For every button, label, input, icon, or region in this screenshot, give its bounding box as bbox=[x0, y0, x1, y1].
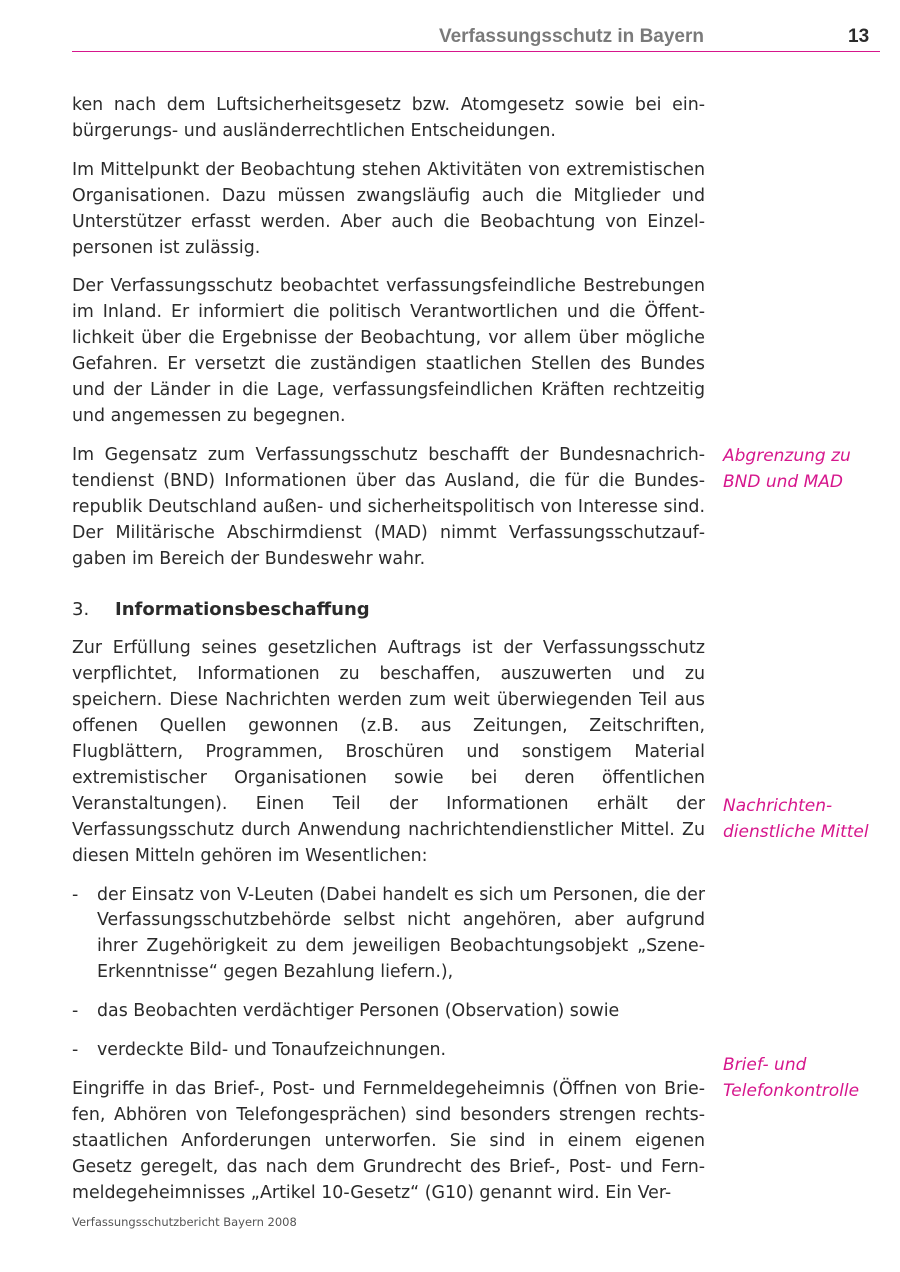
section-number: 3. bbox=[72, 599, 90, 621]
list-item-text: der Einsatz von V-Leuten (Dabei handelt es sich um Personen, die der Verfassungsschutzbehörde selbst nicht angehören, aber aufgrund ihrer Zugehörigkeit zu dem jeweiligen Beobachtungsobjekt „Szene-Erkenntnisse“ gegen Bezahlung liefern.), bbox=[97, 884, 705, 983]
list-item bbox=[72, 883, 705, 987]
paragraph-domestic-observation: Der Verfassungsschutz beobachtet verfassungsfeindliche Bestrebungen im Inland. Er informiert die politisch Verantwortlichen und die Öffentlichkeit über die Ergebnisse der Beobachtung, vor allem über mögliche Gefahren. Er versetzt die zuständigen staatlichen Stellen des Bundes und der Länder in die Lage, verfassungsfeindlichen Kräften rechtzeitig und angemessen zu begegnen. bbox=[72, 276, 705, 426]
list-dash: - bbox=[72, 884, 79, 905]
list-item bbox=[72, 1038, 705, 1064]
page-number: 13 bbox=[848, 26, 870, 47]
paragraph-continuation: ken nach dem Luftsicherheitsgesetz bzw. Atomgesetz sowie bei einbürgerungs- und ausländerrechtlichen Entscheidungen. bbox=[72, 95, 705, 141]
paragraph-information-gathering: Zur Erfüllung seines gesetzlichen Auftrags ist der Verfassungsschutz verpflichtet, Informationen zu beschaffen, auszuwerten und zu speichern. Diese Nachrichten werden zum weit überwiegenden Teil aus offenen Quellen gewonnen (z.B. aus Zeitungen, Zeitschriften, Flugblättern, Programmen, Broschüren und sonstigem Material extremistischer Organisationen sowie bei deren öffentlichen Veranstaltungen). Einen Teil der Informationen erhält der Verfassungsschutz durch Anwendung nachrichtendienstlicher Mittel. Zu diesen Mitteln gehören im Wesentlichen: bbox=[72, 638, 705, 866]
section-title: Informationsbeschaffung bbox=[115, 599, 370, 621]
section-heading bbox=[72, 598, 705, 622]
list-item bbox=[72, 999, 705, 1025]
margin-note-line: BND und MAD bbox=[723, 471, 844, 492]
margin-note-line: Telefonkontrolle bbox=[723, 1080, 860, 1101]
margin-note-intelligence-means bbox=[723, 794, 893, 845]
paragraph-letter-telecom: Eingriffe in das Brief-, Post- und Fernmeldegeheimnis (Öffnen von Briefen, Abhören von Telefongesprächen) sind besonders strengen rechtsstaatlichen Anforderungen unterworfen. Sie sind in einem eigenen Gesetz geregelt, das nach dem Grundrecht des Brief-, Post- und Fernmeldegeheimnisses „Artikel 10-Gesetz“ (G10) genannt wird. Ein Ver- bbox=[72, 1079, 705, 1203]
list-item-text: verdeckte Bild- und Tonaufzeichnungen. bbox=[97, 1040, 447, 1061]
means-list bbox=[72, 883, 705, 1064]
margin-note-letter-phone-control bbox=[723, 1053, 893, 1104]
running-header-title: Verfassungsschutz in Bayern bbox=[438, 26, 704, 47]
list-dash: - bbox=[72, 1001, 79, 1022]
margin-note-bnd-mad bbox=[723, 444, 893, 495]
header-divider bbox=[72, 51, 880, 52]
margin-note-line: dienstliche Mittel bbox=[723, 821, 869, 842]
list-dash: - bbox=[72, 1040, 79, 1061]
margin-note-line: Brief- und bbox=[723, 1055, 807, 1075]
main-text-column bbox=[72, 93, 705, 1220]
paragraph-observation-focus: Im Mittelpunkt der Beobachtung stehen Aktivitäten von extremistischen Organisationen. Dazu müssen zwangsläufig auch die Mitglieder und Unterstützer erfasst werden. Aber auch die Beobachtung von Einzelpersonen ist zulässig. bbox=[72, 159, 705, 258]
margin-note-line: Nachrichten- bbox=[723, 796, 833, 816]
page-footer: Verfassungsschutzbericht Bayern 2008 bbox=[72, 1215, 297, 1229]
paragraph-bnd-mad: Im Gegensatz zum Verfassungsschutz beschafft der Bundesnachrichtendienst (BND) Informationen über das Ausland, die für die Bundesrepublik Deutschland außen- und sicherheitspolitisch von Interesse sind. Der Militärische Abschirmdienst (MAD) nimmt Verfassungsschutzaufgaben im Bereich der Bundeswehr wahr. bbox=[72, 444, 705, 569]
margin-note-line: Abgrenzung zu bbox=[723, 446, 851, 466]
list-item-text: das Beobachten verdächtiger Personen (Observation) sowie bbox=[97, 1001, 620, 1022]
